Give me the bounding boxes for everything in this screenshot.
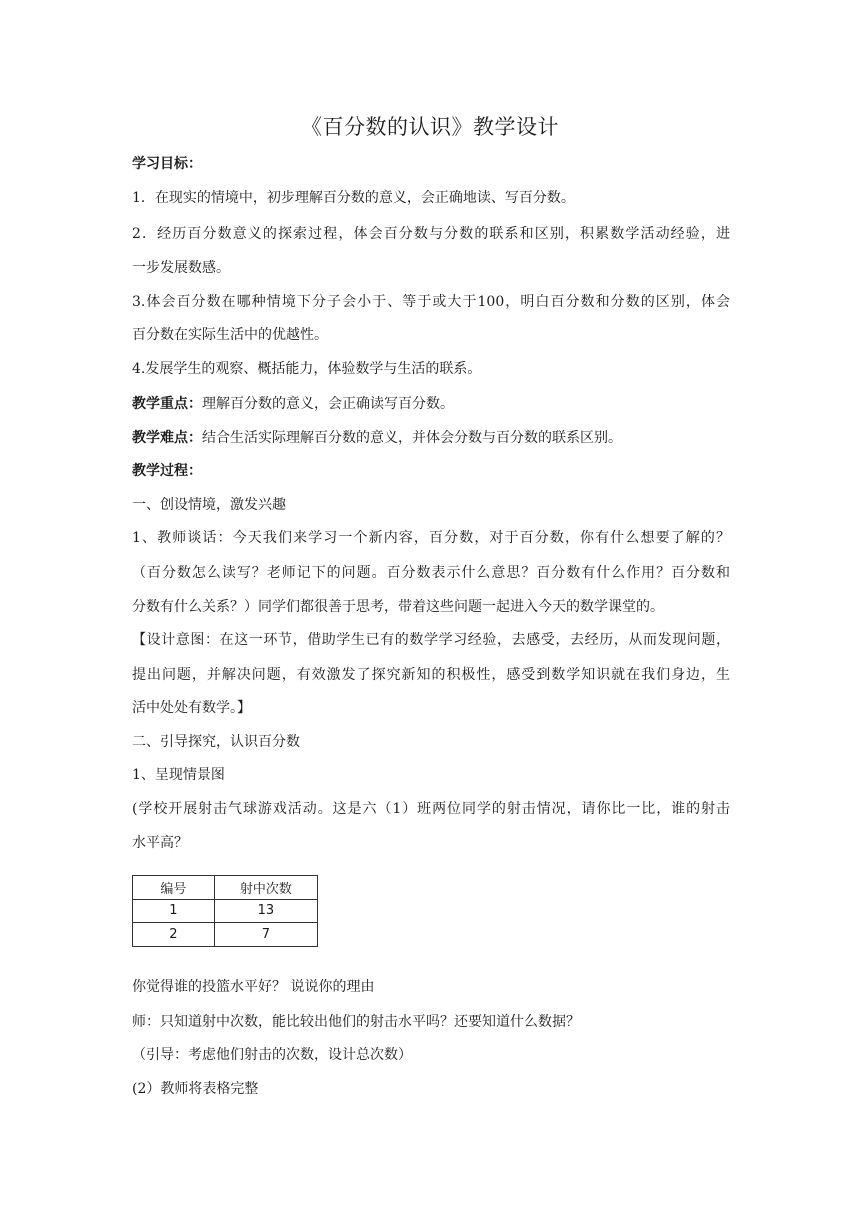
table-cell: 7: [214, 923, 317, 947]
table-cell: 2: [133, 923, 215, 947]
objective-3-line-2: 百分数在实际生活中的优越性。: [132, 327, 328, 343]
scene-line-1: (学校开展射击气球游戏活动。这是六（1）班两位同学的射击情况，请你比一比，谁的射击: [132, 801, 730, 817]
key-point-label: 教学重点：: [132, 396, 202, 412]
objective-3-line-1: 3.体会百分数在哪种情境下分子会小于、等于或大于100，明白百分数和分数的区别，体会: [132, 294, 730, 310]
table-header-cell: 射中次数: [214, 876, 317, 900]
design-intent-line-2: 提出问题，并解决问题，有效激发了探究新知的积极性，感受到数学知识就在我们身边，生: [132, 667, 730, 683]
table-header-cell: 编号: [133, 876, 215, 900]
difficulty: [132, 428, 622, 448]
table-cell: 1: [133, 899, 215, 923]
objective-2-line-2: 一步发展数感。: [132, 260, 230, 276]
objective-2-line-1: 2．经历百分数意义的探索过程，体会百分数与分数的联系和区别，积累数学活动经验，进: [132, 226, 730, 242]
question-4: (2）教师将表格完整: [132, 1081, 259, 1097]
key-point-text: 理解百分数的意义，会正确读写百分数。: [202, 396, 454, 412]
design-intent-line-3: 活中处处有数学。】: [132, 700, 251, 716]
table-row: [133, 923, 318, 947]
objective-4: 4.发展学生的观察、概括能力，体验数学与生活的联系。: [132, 361, 482, 377]
design-intent-line-1: 【设计意图：在这一环节，借助学生已有的数学学习经验，去感受，去经历，从而发现问题，: [132, 632, 730, 648]
process-heading: 教学过程：: [132, 463, 202, 479]
section-1-paragraph-line-1: 1、教师谈话：今天我们来学习一个新内容，百分数，对于百分数，你有什么想要了解的？: [132, 530, 730, 546]
scene-line-2: 水平高？: [132, 835, 188, 851]
difficulty-label: 教学难点：: [132, 430, 202, 446]
question-1: 你觉得谁的投篮水平好？ 说说你的理由: [132, 979, 375, 995]
objective-1: 1．在现实的情境中，初步理解百分数的意义，会正确地读、写百分数。: [132, 190, 575, 206]
shooting-table: [132, 875, 318, 947]
section-1-paragraph-line-3: 分数有什么关系？）同学们都很善于思考，带着这些问题一起进入今天的数学课堂的。: [132, 599, 664, 615]
table-header-row: [133, 876, 318, 900]
table-row: [133, 899, 318, 923]
step-1: 1、呈现情景图: [132, 767, 225, 783]
table-cell: 13: [214, 899, 317, 923]
difficulty-text: 结合生活实际理解百分数的意义，并体会分数与百分数的联系区别。: [202, 430, 622, 446]
section-2-heading: 二、引导探究，认识百分数: [132, 734, 300, 750]
question-3: （引导：考虑他们射击的次数，设计总次数）: [132, 1047, 412, 1063]
section-1-paragraph-line-2: （百分数怎么读写？老师记下的问题。百分数表示什么意思？百分数有什么作用？百分数和: [132, 565, 730, 581]
key-point: [132, 394, 454, 414]
document-title: 《百分数的认识》教学设计: [301, 115, 559, 139]
section-1-heading: 一、创设情境，激发兴趣: [132, 497, 286, 513]
question-2: 师：只知道射中次数，能比较出他们的射击水平吗？还要知道什么数据？: [132, 1014, 580, 1030]
objectives-heading: 学习目标：: [132, 156, 202, 172]
